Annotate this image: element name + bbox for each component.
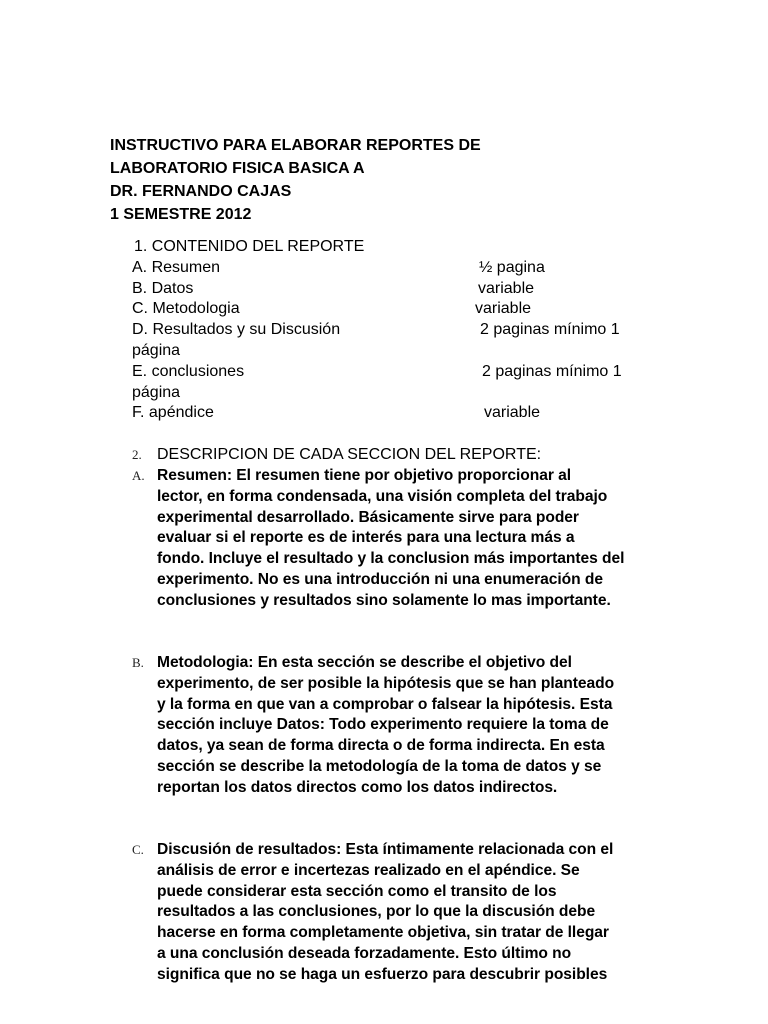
item-line: Discusión de resultados: Esta íntimamente relacionada con el: [157, 841, 614, 858]
contents-row-continuation: página: [132, 383, 181, 401]
item-marker: B.: [132, 655, 144, 670]
item-line: evaluar si el reporte es de interés para una lectura más a: [157, 529, 575, 547]
section-2-marker: 2.: [132, 447, 142, 462]
contents-row-label: C. Metodologia: [132, 300, 240, 318]
item-line: resultados a las conclusiones, por lo que la discusión debe: [157, 903, 596, 921]
item-line: experimento. No es una introducción ni una enumeración de: [157, 570, 603, 588]
contents-row-value: ½ pagina: [479, 258, 545, 276]
title-line-1: INSTRUCTIVO PARA ELABORAR REPORTES DE: [110, 137, 481, 154]
contents-row: [132, 279, 692, 300]
contents-row-continuation: página: [132, 341, 181, 359]
item-line: sección incluye Datos: Todo experimento requiere la toma de: [157, 716, 609, 734]
item-line: experimento, de ser posible la hipótesis que se han planteado: [157, 674, 615, 692]
contents-row: [132, 320, 692, 341]
item-line: reportan los datos directos como los datos indirectos.: [157, 778, 558, 796]
item-line: lector, en forma condensada, una visión completa del trabajo: [157, 487, 608, 505]
item-line: Resumen: El resumen tiene por objetivo proporcionar al: [157, 467, 572, 484]
contents-row-label: D. Resultados y su Discusión: [132, 321, 341, 339]
contents-row: [132, 403, 692, 424]
title-line-2: LABORATORIO FISICA BASICA A: [110, 160, 365, 177]
item-marker: A.: [132, 468, 145, 483]
contents-row-label: A. Resumen: [132, 258, 221, 276]
section-item-summary: [132, 466, 672, 612]
contents-section: [132, 237, 692, 424]
item-line: datos, ya sean de forma directa o de forma indirecta. En esta: [157, 737, 605, 755]
item-line: experimental desarrollado. Básicamente sirve para poder: [157, 508, 579, 526]
item-line: fondo. Incluye el resultado y la conclusion más importantes del: [157, 550, 625, 568]
section-item-methodology: [132, 653, 672, 799]
contents-heading: 1. CONTENIDO DEL REPORTE: [134, 238, 365, 255]
contents-row-label: B. Datos: [132, 279, 194, 297]
item-line: puede considerar esta sección como el transito de los: [157, 882, 557, 900]
contents-row-value: variable: [478, 279, 535, 297]
item-line: sección se describe la metodología de la toma de datos y se: [157, 757, 602, 775]
item-marker: C.: [132, 842, 144, 857]
contents-row: [132, 299, 692, 320]
contents-row-value: variable: [475, 300, 532, 318]
section-item-discussion: [132, 840, 672, 986]
contents-row: [132, 362, 692, 383]
contents-row: [132, 258, 692, 279]
title-line-3: DR. FERNANDO CAJAS: [110, 183, 292, 200]
item-body: [157, 840, 672, 986]
item-line: significa que no se haga un esfuerzo para descubrir posibles: [157, 965, 608, 983]
item-line: hacerse en forma completamente objetiva, sin tratar de llegar: [157, 924, 609, 942]
section-2-header: [132, 445, 672, 466]
contents-row-value: 2 paginas mínimo 1: [482, 362, 622, 380]
item-body: [157, 653, 672, 799]
section-2: [132, 445, 672, 466]
contents-row-label: F. apéndice: [132, 404, 214, 422]
item-body: [157, 466, 672, 612]
section-2-heading: DESCRIPCION DE CADA SECCION DEL REPORTE:: [157, 446, 542, 463]
contents-row-label: E. conclusiones: [132, 362, 245, 380]
document-title: [110, 134, 481, 226]
item-line: conclusiones y resultados sino solamente lo mas importante.: [157, 591, 611, 609]
item-line: análisis de error e incertezas realizado en el apéndice. Se: [157, 861, 580, 879]
title-line-4: 1 SEMESTRE 2012: [110, 206, 252, 223]
contents-row-value: variable: [484, 404, 541, 422]
item-line: y la forma en que van a comprobar o falsear la hipótesis. Esta: [157, 695, 613, 713]
item-line: a una conclusión deseada forzadamente. Esto último no: [157, 944, 572, 962]
item-line: Metodologia: En esta sección se describe el objetivo del: [157, 654, 572, 671]
contents-row-value: 2 paginas mínimo 1: [480, 321, 620, 339]
